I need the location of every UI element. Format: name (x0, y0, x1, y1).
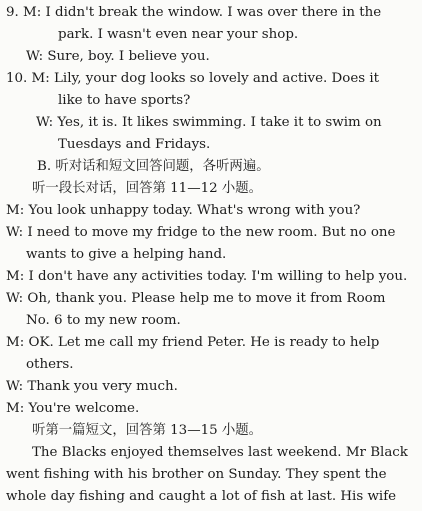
line-dialogue-3: M: I don't have any activities today. I'm willing to help you. (6, 269, 408, 284)
line-q10-man: 10. M: Lily, your dog looks so lovely and active. Does it (6, 71, 380, 86)
passage-line-2: went fishing with his brother on Sunday. They spent the (6, 467, 387, 482)
section-b-heading: B. 听对话和短文回答问题，各听两遍。 (37, 159, 270, 174)
line-q9-woman: W: Sure, boy. I believe you. (26, 49, 210, 64)
line-dialogue-2-cont: wants to give a helping hand. (26, 247, 227, 262)
line-dialogue-4: W: Oh, thank you. Please help me to move it from Room (6, 291, 386, 306)
passage-line-1: The Blacks enjoyed themselves last weekend. Mr Black (32, 445, 408, 460)
line-q10-woman: W: Yes, it is. It likes swimming. I take it to swim on (36, 115, 382, 130)
line-dialogue-7: M: You're welcome. (6, 401, 140, 416)
line-q9-man: 9. M: I didn't break the window. I was over there in the (6, 5, 382, 20)
line-dialogue-6: W: Thank you very much. (6, 379, 178, 394)
passage-line-3: whole day fishing and caught a lot of fish at last. His wife (6, 489, 397, 504)
dialogue-instruction: 听一段长对话，回答第 11—12 小题。 (32, 181, 263, 196)
line-dialogue-1: M: You look unhappy today. What's wrong with you? (6, 203, 361, 218)
line-dialogue-5: M: OK. Let me call my friend Peter. He is ready to help (6, 335, 380, 350)
passage-instruction: 听第一篇短文，回答第 13—15 小题。 (32, 423, 263, 438)
line-dialogue-2: W: I need to move my fridge to the new room. But no one (6, 225, 396, 240)
line-dialogue-5-cont: others. (26, 357, 74, 372)
line-q9-man-cont: park. I wasn't even near your shop. (58, 27, 299, 42)
line-q10-woman-cont: Tuesdays and Fridays. (58, 137, 211, 152)
line-dialogue-4-cont: No. 6 to my new room. (26, 313, 181, 328)
line-q10-man-cont: like to have sports? (58, 93, 191, 108)
